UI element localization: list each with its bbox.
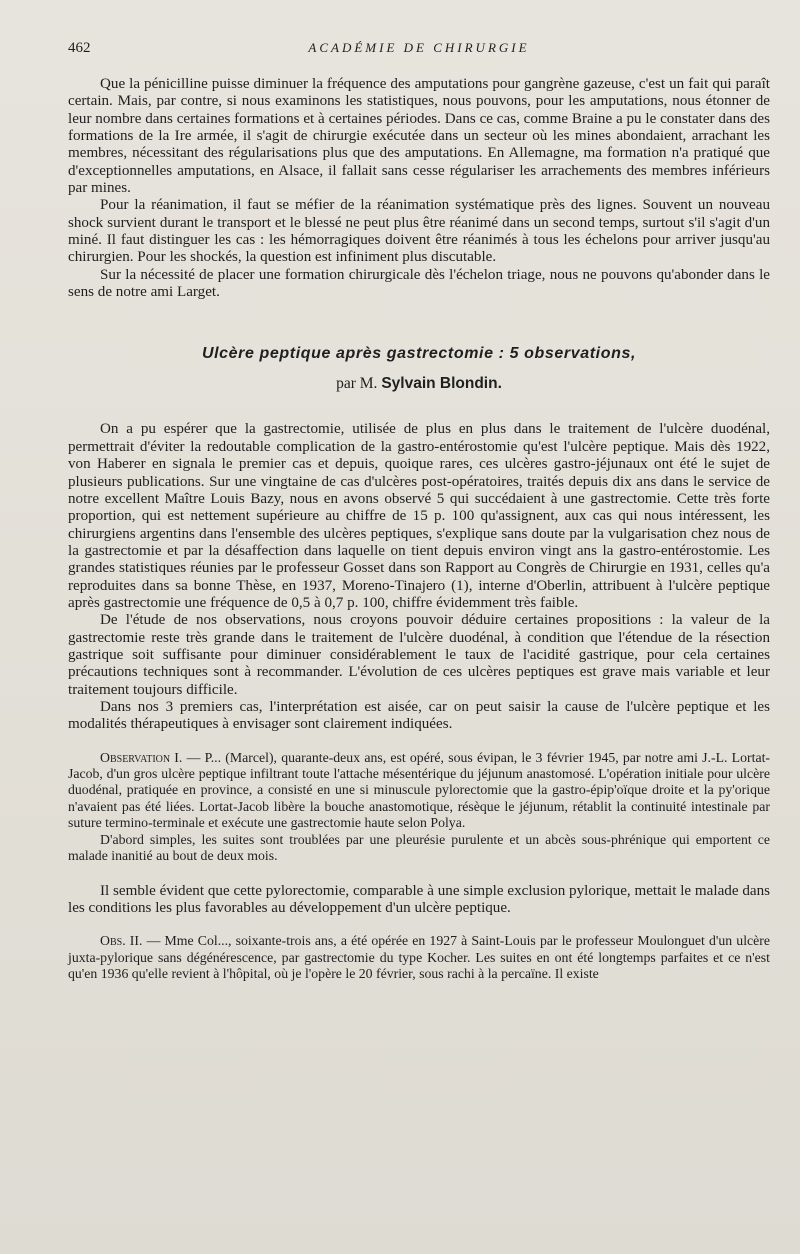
article-paragraph-propositions: De l'étude de nos observations, nous croyons pouvoir déduire certaines propositions : la valeur de la gastrectomie reste très grande dans le traitement de l'ulcère duodénal, à condition que l'étendue de la résection gastrique soit suffisante pour diminuer considérablement le taux de l'acidité gastrique, pour cela certaines précautions techniques sont à recommander. L'évolution de ces ulcères peptiques est grave mais variable et leur traitement toujours difficile. [68, 612, 770, 698]
observation-1-outcome: D'abord simples, les suites sont troublées par une pleurésie purulente et un abcès sous-phrénique qui emportent ce malade inanitié au bout de deux mois. [68, 831, 770, 864]
observation-2-label: Obs. II. [100, 933, 143, 949]
article-paragraph-first-cases: Dans nos 3 premiers cas, l'interprétation est aisée, car on peut saisir la cause de l'ulcère peptique et les modalités thérapeutiques à envisager sont clairement indiquées. [68, 698, 770, 733]
article-paragraph-introduction: On a pu espérer que la gastrectomie, utilisée de plus en plus dans le traitement de l'ulcère duodénal, permettrait d'éviter la redoutable complication de la gastro-entérostomie qu'est l'ulcère peptique. Mais dès 1922, von Haberer en signala le premier cas et depuis, quoique rares, ces ulcères gastro-jéjunaux ont été le sujet de plusieurs publications. Sur une vingtaine de cas d'ulcères post-opératoires, traités depuis dix ans dans le service de notre excellent Maître Louis Bazy, nous en avons observé 5 qui succédaient à une gastrectomie. Cette très forte proportion, qui est nettement supérieure au chiffre de 15 p. 100 qu'assignent, aux cas qui nous intéressent, les chirurgiens argentins dans l'ensemble des ulcères peptiques, s'explique sans doute par la vulgarisation chez nous de la gastrectomie et par la désaffection dans laquelle on tient depuis environ vingt ans la gastro-entérostomie. Les grandes statistiques réunies par le professeur Gosset dans son Rapport au Congrès de Chirurgie en 1931, celles qu'a reproduites dans sa bonne Thèse, en 1937, Moreno-Tinajero (1), interne d'Oberlin, attribuent à l'ulcère peptique après gastrectomie une fréquence de 0,5 à 0,7 p. 100, chiffre évidemment très faible. [68, 421, 770, 611]
observation-1 [68, 750, 770, 832]
article-title: Ulcère peptique après gastrectomie : 5 observations, [201, 345, 636, 363]
intro-paragraph-amputations: Que la pénicilline puisse diminuer la fréquence des amputations pour gangrène gazeuse, c'est un fait qui paraît certain. Mais, par contre, si nous examinons les statistiques, nous pouvons, pour les amputations, nous étonner de leur nombre dans certaines formations et à certaines périodes. Dans ce cas, comme Braine a pu le constater dans des formations de la Ire armée, il s'agit de chirurgie exécutée dans un secteur où les mines abondaient, arrachant les membres, nécessitant des régularisations plus que des amputations. En Allemagne, ma formation n'a pratiqué que d'exceptionnelles amputations, en Alsace, il fallait sans cesse régulariser les arrachements des membres inférieurs par mines. [68, 76, 770, 197]
observation-2 [68, 933, 770, 982]
observation-1-text: — P... (Marcel), quarante-deux ans, est opéré, sous évipan, le 3 février 1945, par notre ami J.-L. Lortat-Jacob, d'un gros ulcère peptique infiltrant toute l'attache mésentérique du jéjunum anastomosé. L'opération initiale pour ulcère duodénal, pratiquée en province, a consisté en une si minuscule pylorectomie que la gastro-épip'oïque droite et la py'orique n'avaient pas été liées. Lortat-Jacob libère la bouche anastomotique, résèque le jéjunum, rétablit la continuité intestinale par suture termino-terminale et exécute une gastrectomie haute selon Polya. [68, 749, 770, 831]
journal-title: ACADÉMIE DE CHIRURGIE [308, 40, 530, 55]
byline [68, 375, 770, 393]
article-paragraph-pylorectomy: Il semble évident que cette pylorectomie, comparable à une simple exclusion pylorique, mettait le malade dans les conditions les plus favorables au développement d'un ulcère peptique. [68, 882, 770, 916]
observation-1-label: Observation I. [100, 749, 183, 765]
author-name: Sylvain Blondin. [381, 375, 502, 393]
byline-prefix: par M. [336, 375, 378, 393]
page-number: 462 [68, 40, 91, 56]
observation-2-text: — Mme Col..., soixante-trois ans, a été opérée en 1927 à Saint-Louis par le professeur Moulonguet d'un ulcère juxta-pylorique sans dégénérescence, par gastrectomie du type Kocher. Les suites en ont été longtemps parfaites et ce n'est qu'en 1936 qu'elle revient à l'hôpital, où je l'opère le 20 février, sous rachi à la percaïne. Il existe [68, 933, 771, 981]
intro-paragraph-reanimation: Pour la réanimation, il faut se méfier de la réanimation systématique près des lignes. Souvent un nouveau shock survient durant le transport et le blessé ne peut plus être réanimé dans un second temps, surtout s'il s'agit d'un miné. Il faut distinguer les cas : les hémorragiques doivent être réanimés à tous les échelons pour arriver jusqu'au chirurgien. Pour les shockés, la question est infiniment plus discutable. [68, 197, 770, 266]
running-head [68, 40, 770, 68]
intro-paragraph-triage: Sur la nécessité de placer une formation chirurgicale dès l'échelon triage, nous ne pouvons qu'abonder dans le sens de notre ami Larget. [68, 266, 770, 301]
